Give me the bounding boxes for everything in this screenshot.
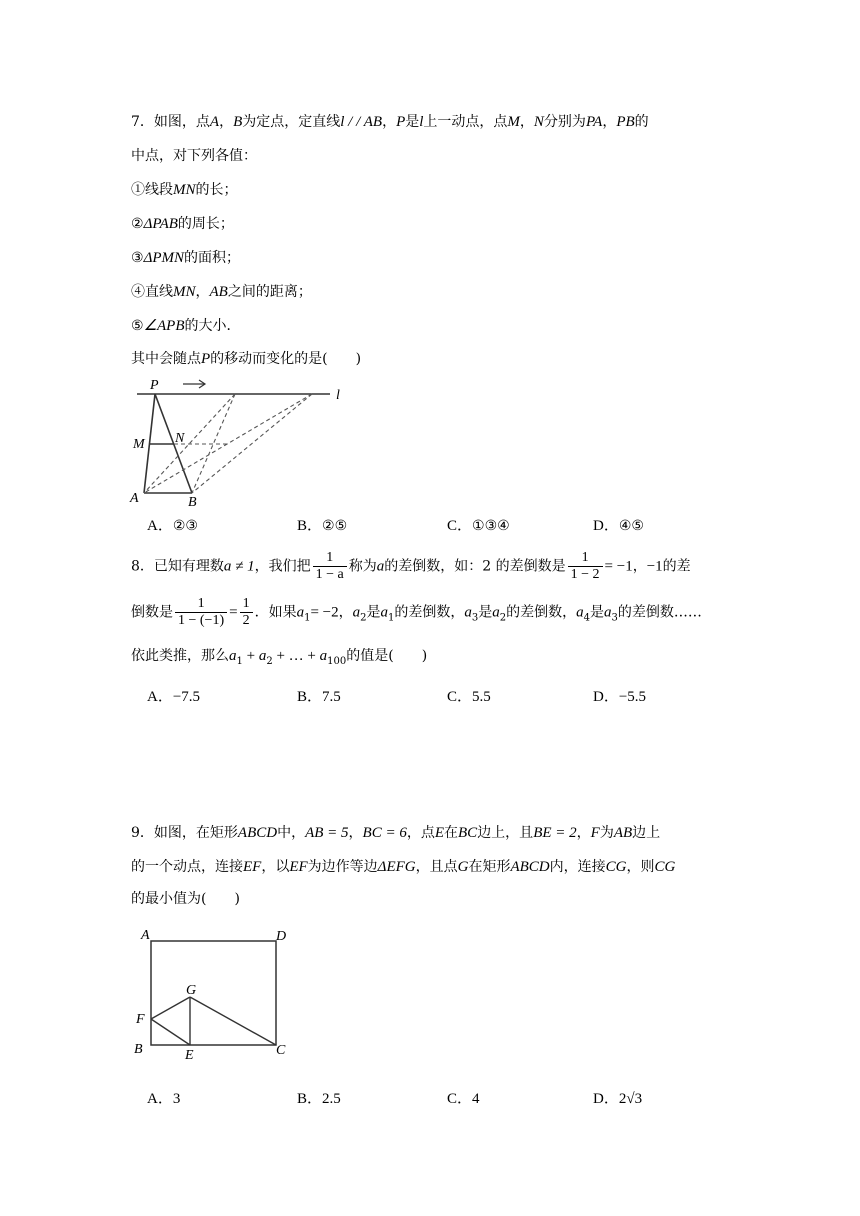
q9-stem-line3: 的最小值为( ) (131, 891, 240, 907)
q7-item-4: ④直线MN，AB之间的距离； (131, 284, 312, 300)
label-A: A (141, 928, 150, 943)
label-N: N (175, 431, 185, 446)
q9-stem-line2: 的一个动点，连接EF，以EF为边作等边ΔEFG，且点G在矩形ABCD内，连接CG，则CG (131, 859, 676, 875)
label-C: C (276, 1043, 286, 1058)
label-G: G (186, 983, 197, 998)
q8-stem-line1: 8．已知有理数a ≠ 1，我们把 $\frac{1}{1 - a}$ 称为a的差倒数，如：2 的差倒数是 $\frac{1}{1 - 2}$ = −1，−1的差 (131, 550, 691, 582)
label-M: M (133, 437, 145, 452)
q8-option-c[interactable]: C．5.5 (447, 689, 491, 705)
q7-item-3: ③ΔPMN的面积； (131, 250, 241, 266)
segment-GC (190, 997, 276, 1045)
q7-stem-line2: 中点，对下列各值： (131, 148, 257, 164)
segment-FG (151, 997, 190, 1019)
rectangle-ABCD (151, 941, 276, 1045)
q7-option-a[interactable]: A．②③ (147, 518, 198, 534)
q7-item-5: ⑤∠APB的大小． (131, 318, 241, 334)
q7-item-1: ①线段MN的长； (131, 182, 238, 198)
q9-stem-line1: 9．如图，在矩形ABCD中，AB = 5，BC = 6，点E在BC边上，且BE = 2，F为AB边上 (131, 825, 661, 841)
label-D: D (276, 929, 287, 944)
q7-figure (125, 372, 365, 508)
q7-option-b[interactable]: B．②⑤ (297, 518, 348, 534)
label-B: B (134, 1042, 143, 1057)
q9-option-a[interactable]: A．3 (147, 1091, 181, 1107)
q9-option-b[interactable]: B．2.5 (297, 1091, 341, 1107)
label-A: A (130, 491, 139, 506)
fraction-1-over-1-minus-neg1: $\frac{1}{1 - (-1)}$ (175, 596, 227, 629)
label-F: F (136, 1012, 145, 1027)
label-l: l (336, 388, 340, 403)
q7-option-d[interactable]: D．④⑤ (593, 518, 644, 534)
fraction-1-over-1-minus-a: $\frac{1}{1 - a}$ (313, 550, 347, 583)
q8-option-b[interactable]: B．7.5 (297, 689, 341, 705)
q8-option-a[interactable]: A．−7.5 (147, 689, 201, 705)
q9-figure (128, 922, 298, 1064)
q7-question: 其中会随点P的移动而变化的是( ) (131, 351, 362, 367)
label-E: E (185, 1048, 194, 1063)
q8-option-d[interactable]: D．−5.5 (593, 689, 647, 705)
fraction-1-over-1-minus-2: $\frac{1}{1 - 2}$ (568, 550, 603, 583)
fraction-1-over-2: $\frac{1}{2}$ (240, 596, 253, 629)
q7-item-2: ②ΔPAB的周长； (131, 216, 234, 232)
q9-option-c[interactable]: C．4 (447, 1091, 480, 1107)
q8-stem-line2: 倒数是 $\frac{1}{1 - (-1)}$ = $\frac{1}{2}$ ．如果$a_1= -2$，$a_2$是$a_1$的差倒数，$a_3$是$a_2$的差倒数，$a_4$是$a_3$的差倒数…… (131, 596, 702, 628)
label-B: B (188, 495, 197, 508)
q7-option-c[interactable]: C．①③④ (447, 518, 510, 534)
label-P: P (150, 378, 159, 393)
q8-stem-line3: 依此类推，那么$a_1 + a_2$ + … + $a_{100}$的值是( ) (131, 648, 428, 667)
q9-option-d[interactable]: D．2√3 (593, 1091, 643, 1107)
q7-stem-line1: 7．如图，点A，B为定点，定直线l / / AB，P是l上一动点，点M，N分别为PA，PB的 (131, 114, 649, 130)
segment-EF (151, 1019, 190, 1045)
